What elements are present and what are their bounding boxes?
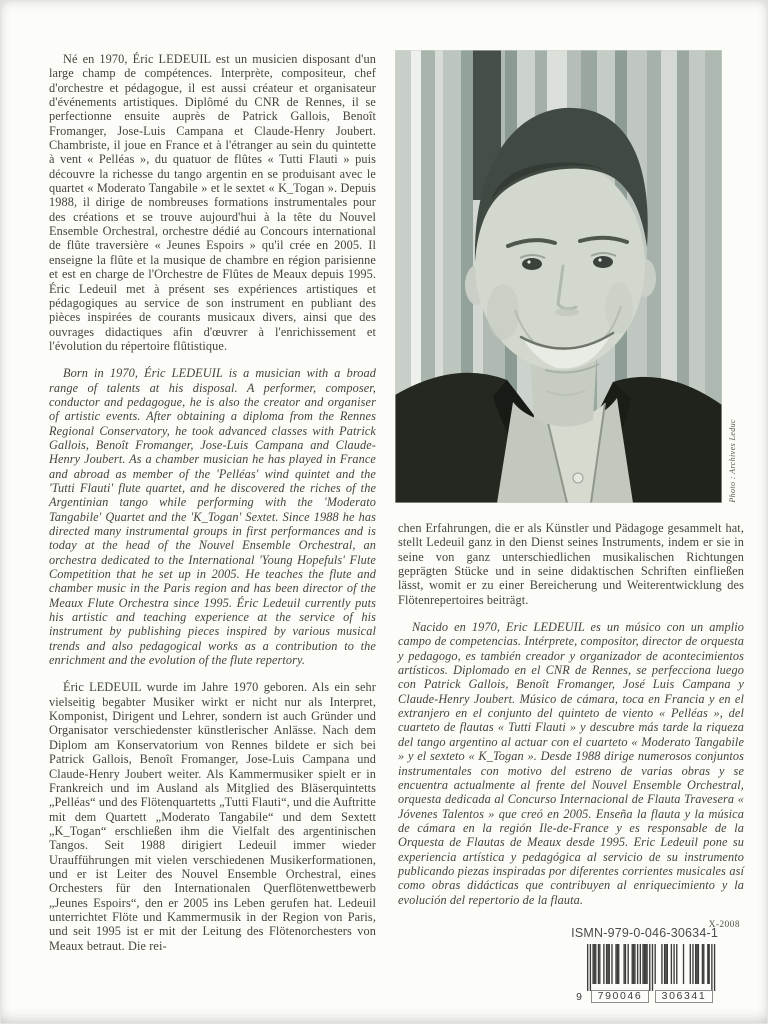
photo-credit — [725, 50, 739, 503]
ismn-label: ISMN-979-0-046-30634-1 — [571, 926, 718, 940]
plate-number: X-2008 — [708, 919, 740, 930]
bio-english: Born in 1970, Éric LEDEUIL is a musician with a broad range of talents at his disposal. A performer, composer, conductor and pedagogue, he is also the creator and organiser of artistic events. After obtaining a diploma from the Rennes Regional Conservatory, he took advanced classes with Patrick Gallois, Benoît Fromanger, Jose-Luis Campana and Claude-Henry Joubert. As a chamber musician he has played in France and abroad as member of the 'Pelléas' wind quintet and the 'Tutti Flauti' flute quartet, and he discovered the riches of the Argentinian tango while performing with the 'Moderato Tangabile' Quartet and the 'K_Togan' Sextet. Since 1988 he has directed many instrumental groups in first performances and is today at the head of the Nouvel Ensemble Orchestral, an orchestra dedicated to the International 'Young Hopefuls' Flute Competition that he set up in 2005. He teaches the flute and chamber music in the Paris region and has been director of the Meaux Flute Orchestra since 1995. Éric Ledeuil currently puts his artistic and teaching experience at the service of his instrument by publishing pieces inspired by various musical trends and also pedagogical works as a contribution to the enrichment and the evolution of the flute repertory. — [49, 366, 376, 668]
ean-barcode — [576, 944, 716, 1003]
bio-german-part1: Éric LEDEUIL wurde im Jahre 1970 geboren. Als ein sehr vielseitig begabter Musiker wirkt er nicht nur als Interpret, Komponist, Dirigent und Lehrer, sondern ist auch Gründer und Organisator verschiedenster künstlerischer Anlässe. Nach dem Diplom am Konservatorium von Rennes bildete er sich bei Patrick Gallois, Benoît Fromanger, Jose-Luis Campana und Claude-Henry Joubert weiter. Als Kammermusiker spielt er in Frankreich und im Ausland als Mitglied des Bläserquintetts „Pelléas“ und des Flötenquartetts „Tutti Flauti“, und die Auftritte mit dem Quartett „Moderato Tangabile“ und dem Sextett „K_Togan“ erschließen ihm die Vielfalt des argentinischen Tangos. Seit 1988 dirigiert Ledeuil immer wieder Uraufführungen mit vielen verschiedenen Musikerformationen, und er ist Leiter des Nouvel Ensemble Orchestral, eines Orchesters für den Internationalen Querflötenwettbewerb „Jeunes Espoirs“, den er 2005 ins Leben gerufen hat. Ledeuil unterrichtet Flöte und Kammermusik in der Region von Paris, und seit 1995 ist er mit der Leitung des Flötenorchesters von Meaux betraut. Die rei- — [49, 680, 376, 953]
bio-german-part2: chen Erfahrungen, die er als Künstler und Pädagoge gesammelt hat, stellt Ledeuil ganz in den Dienst seines Instruments, indem er sie in seine von ganz unterschiedlichen musikalischen Richtungen geprägten Stücke und in seine didaktischen Schriften einfließen lässt, womit er zu einer Bereicherung und Weiterentwicklung des Flötenrepertoires beiträgt. — [398, 521, 744, 607]
portrait-photo — [395, 50, 722, 503]
portrait-photo-art — [395, 50, 722, 503]
barcode-digit-group2: 306341 — [655, 990, 713, 1003]
photo-credit-text: Photo : Archives Leduc — [727, 419, 737, 503]
ean-barcode-bars — [587, 944, 716, 991]
left-column — [49, 52, 376, 966]
shirt-button — [573, 473, 583, 483]
ean-barcode-digits — [576, 990, 716, 1003]
barcode-digit-lead: 9 — [576, 991, 582, 1003]
right-eye — [593, 256, 613, 268]
bio-spanish: Nacido en 1970, Eric LEDEUIL es un músico con un amplio campo de competencias. Intérprete, compositor, director de orquesta y pedagogo, es también creador y organizador de acontecimientos artísticos. Diplomado en el CNR de Rennes, se perfecciona luego con Patrick Gallois, Benoît Fromanger, José Luis Campana y Claude-Henry Joubert. Músico de cámara, toca en Francia y en el extranjero en el conjunto del quinteto de viento « Pelléas », del cuarteto de flautas « Tutti Flauti » y descubre más tarde la riqueza del tango argentino al actuar con el cuarteto « Moderato Tangabile » y el sexteto « K_Togan ». Desde 1988 dirige numerosos conjuntos instrumentales con motivo del estreno de varias obras y se encuentra actualmente al frente del Nouvel Ensemble Orchestral, orquesta dedicada al Concurso Internacional de Flauta Travesera « Jóvenes Talentos » que creó en 2005. Enseña la flauta y la música de cámara en la región Ile-de-France y es responsable de la Orquesta de Flautas de Meaux desde 1995. Eric Ledeuil pone su experiencia artística y pedagógica al servicio de su instrumento publicando piezas inspiradas por diferentes corrientes musicales así como obras didácticas que contribuyen al enriquecimiento y la evolución del repertorio de la flauta. — [398, 620, 744, 907]
bio-french: Né en 1970, Éric LEDEUIL est un musicien disposant d'un large champ de compétences. Interprète, compositeur, chef d'orchestre et pédagogue, il est aussi créateur et organisateur d'événements artistiques. Diplômé du CNR de Rennes, il se perfectionne ensuite auprès de Patrick Gallois, Benoît Fromanger, Jose-Luis Campana et Claude-Henry Joubert. Chambriste, il joue en France et à l'étranger au sein du quintette à vent « Pelléas », du quatuor de flûtes « Tutti Flauti » puis découvre la richesse du tango argentin en se produisant avec le quartet « Moderato Tangabile » et le sextet « K_Togan ». Depuis 1988, il dirige de nombreuses formations instrumentales pour des créations et se trouve aujourd'hui à la tête du Nouvel Ensemble Orchestral, orchestre dédié au Concours international de flûte traversière « Jeunes Espoirs » qu'il crée en 2005. Il enseigne la flûte et la musique de chambre en région parisienne et est en charge de l'Orchestre de Flûtes de Meaux depuis 1995. Éric Ledeuil met à présent ses expériences artistiques et pédagogiques au service de son instrument en publiant des pièces inspirées de courants musicaux divers, ainsi que des ouvrages didactiques afin d'œuvrer à l'enrichissement et l'évolution du répertoire flûtistique. — [49, 52, 376, 353]
right-column — [398, 521, 744, 930]
barcode-digit-group1: 790046 — [591, 990, 649, 1003]
left-eye — [522, 258, 542, 270]
